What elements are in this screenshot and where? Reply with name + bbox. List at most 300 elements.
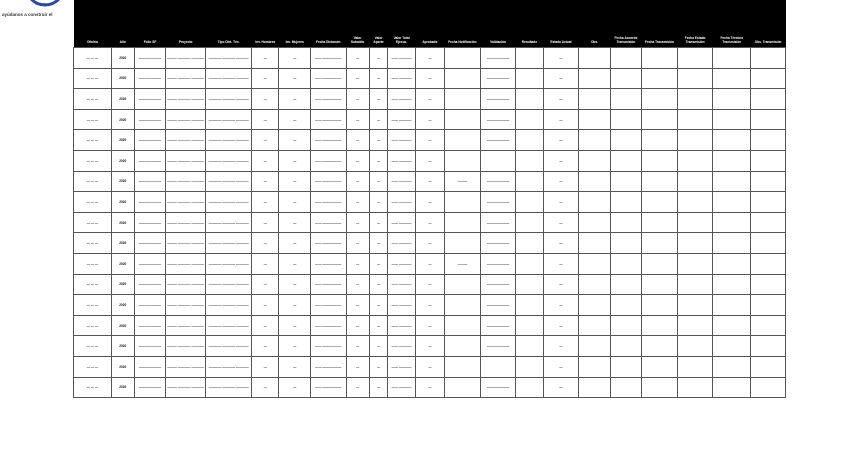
cell-empty (713, 109, 751, 130)
cell-anio: 2020 (111, 253, 134, 274)
cell-validacion: ——————— (480, 377, 516, 398)
cell-subsidio: — (346, 150, 369, 171)
cell-validacion: ——————— (480, 253, 516, 274)
cell-empty (610, 68, 641, 89)
cell-notif (445, 192, 481, 213)
cell-aprobado: — (415, 336, 444, 357)
cell-empty (677, 89, 713, 110)
cell-notif: ——— (445, 253, 481, 274)
cell-proyecto: ——— ———— ———— (166, 48, 206, 69)
cell-folio: ——————— (134, 109, 165, 130)
cell-empty (642, 192, 678, 213)
cell-total: —— ———— (388, 130, 415, 151)
cell-validacion: ——————— (480, 315, 516, 336)
cell-empty (579, 233, 610, 254)
cell-folio: ——————— (134, 192, 165, 213)
cell-aprobado: — (415, 109, 444, 130)
cell-proyecto: ——— ———— ———— (166, 68, 206, 89)
cell-inv-m: — (279, 315, 310, 336)
cell-aprobado: — (415, 192, 444, 213)
cell-inv-h: — (252, 212, 279, 233)
cell-aprobado: — (415, 130, 444, 151)
cell-empty (713, 315, 751, 336)
cell-subsidio: — (346, 295, 369, 316)
cell-inv-m: — (279, 212, 310, 233)
cell-empty (713, 212, 751, 233)
cell-oficina: — — — (74, 89, 112, 110)
cell-oficina: — — — (74, 274, 112, 295)
cell-anio: 2020 (111, 48, 134, 69)
cell-inv-m: — (279, 356, 310, 377)
cell-inv-m: — (279, 253, 310, 274)
cell-folio: ——————— (134, 68, 165, 89)
cell-subsidio: — (346, 48, 369, 69)
cell-validacion: ——————— (480, 171, 516, 192)
cell-empty (677, 377, 713, 398)
cell-tipo: ———— ———— ———— (206, 89, 252, 110)
cell-folio: ——————— (134, 89, 165, 110)
cell-tipo: ———— ———— ———— (206, 192, 252, 213)
cell-empty (751, 89, 786, 110)
cell-empty (713, 356, 751, 377)
cell-fecha: —— —————— (310, 336, 346, 357)
cell-empty (579, 315, 610, 336)
cell-inv-m: — (279, 171, 310, 192)
cell-aporte: — (369, 356, 388, 377)
cell-oficina: — — — (74, 130, 112, 151)
logo-text: Trabajo (34, 1, 48, 6)
cell-estado: — (543, 233, 579, 254)
cell-empty (677, 336, 713, 357)
cell-empty (642, 130, 678, 151)
table-row (74, 253, 786, 274)
cell-oficina: — — — (74, 212, 112, 233)
cell-subsidio: — (346, 109, 369, 130)
cell-estado: — (543, 377, 579, 398)
cell-aprobado: — (415, 89, 444, 110)
cell-anio: 2020 (111, 89, 134, 110)
cell-empty (642, 48, 678, 69)
cell-empty (751, 130, 786, 151)
cell-oficina: — — — (74, 150, 112, 171)
cell-fecha: —— —————— (310, 109, 346, 130)
cell-inv-h: — (252, 233, 279, 254)
cell-empty (751, 356, 786, 377)
cell-empty (677, 253, 713, 274)
table-row (74, 336, 786, 357)
cell-notif (445, 109, 481, 130)
cell-empty (713, 68, 751, 89)
cell-tipo: ———— ———— ———— (206, 356, 252, 377)
cell-total: —— ———— (388, 377, 415, 398)
cell-folio: ——————— (134, 130, 165, 151)
cell-inv-m: — (279, 336, 310, 357)
cell-folio: ——————— (134, 48, 165, 69)
cell-empty (610, 356, 641, 377)
cell-anio: 2020 (111, 68, 134, 89)
cell-proyecto: ——— ———— ———— (166, 212, 206, 233)
cell-estado: — (543, 356, 579, 377)
cell-oficina: — — — (74, 356, 112, 377)
cell-folio: ——————— (134, 233, 165, 254)
cell-anio: 2020 (111, 336, 134, 357)
cell-empty (751, 295, 786, 316)
cell-anio: 2020 (111, 295, 134, 316)
table-row (74, 356, 786, 377)
cell-estado: — (543, 336, 579, 357)
cell-notif (445, 377, 481, 398)
cell-empty (677, 356, 713, 377)
cell-aprobado: — (415, 377, 444, 398)
table-row (74, 233, 786, 254)
cell-validacion: ——————— (480, 130, 516, 151)
column-header: Obs. Transmisión (751, 0, 786, 48)
cell-empty (610, 295, 641, 316)
table-body (74, 48, 786, 398)
cell-resultado (516, 68, 543, 89)
cell-resultado (516, 89, 543, 110)
cell-inv-h: — (252, 356, 279, 377)
cell-tipo: ———— ———— ———— (206, 295, 252, 316)
cell-aporte: — (369, 233, 388, 254)
cell-folio: ——————— (134, 377, 165, 398)
cell-empty (610, 48, 641, 69)
cell-anio: 2020 (111, 274, 134, 295)
cell-resultado (516, 295, 543, 316)
cell-empty (677, 150, 713, 171)
cell-resultado (516, 356, 543, 377)
cell-anio: 2020 (111, 315, 134, 336)
cell-subsidio: — (346, 253, 369, 274)
cell-tipo: ———— ———— ———— (206, 274, 252, 295)
cell-aporte: — (369, 212, 388, 233)
cell-validacion: ——————— (480, 336, 516, 357)
cell-aprobado: — (415, 315, 444, 336)
cell-empty (579, 192, 610, 213)
cell-oficina: — — — (74, 192, 112, 213)
column-header: Oficina (74, 0, 112, 48)
cell-fecha: —— —————— (310, 171, 346, 192)
cell-empty (642, 315, 678, 336)
cell-empty (642, 68, 678, 89)
cell-proyecto: ——— ———— ———— (166, 233, 206, 254)
cell-inv-m: — (279, 89, 310, 110)
column-header: Fecha Transmisión (642, 0, 678, 48)
cell-aporte: — (369, 48, 388, 69)
cell-empty (610, 130, 641, 151)
cell-empty (713, 171, 751, 192)
cell-inv-h: — (252, 68, 279, 89)
cell-empty (751, 315, 786, 336)
cell-empty (677, 212, 713, 233)
cell-aprobado: — (415, 48, 444, 69)
cell-inv-h: — (252, 192, 279, 213)
cell-total: —— ———— (388, 356, 415, 377)
column-header: Fecha Acuerdo Transmisión (610, 0, 641, 48)
cell-proyecto: ——— ———— ———— (166, 336, 206, 357)
cell-aprobado: — (415, 212, 444, 233)
cell-resultado (516, 150, 543, 171)
cell-validacion: ——————— (480, 295, 516, 316)
column-header: Fecha Estado Transmisión (677, 0, 713, 48)
cell-empty (677, 130, 713, 151)
cell-empty (677, 68, 713, 89)
cell-empty (751, 171, 786, 192)
cell-empty (610, 336, 641, 357)
cell-empty (751, 212, 786, 233)
cell-resultado (516, 315, 543, 336)
column-header: Año (111, 0, 134, 48)
cell-empty (677, 233, 713, 254)
cell-inv-h: — (252, 315, 279, 336)
cell-subsidio: — (346, 356, 369, 377)
cell-total: —— ———— (388, 315, 415, 336)
cell-aporte: — (369, 68, 388, 89)
column-header: Aprobado (415, 0, 444, 48)
table-row (74, 377, 786, 398)
column-header: Fecha Notificación (445, 0, 481, 48)
table-row (74, 192, 786, 213)
cell-resultado (516, 274, 543, 295)
cell-aporte: — (369, 253, 388, 274)
cell-fecha: —— —————— (310, 130, 346, 151)
table-row (74, 171, 786, 192)
cell-aporte: — (369, 171, 388, 192)
cell-oficina: — — — (74, 109, 112, 130)
cell-validacion: ——————— (480, 274, 516, 295)
cell-fecha: —— —————— (310, 150, 346, 171)
cell-inv-m: — (279, 295, 310, 316)
cell-validacion: ——————— (480, 89, 516, 110)
cell-aporte: — (369, 315, 388, 336)
cell-empty (642, 274, 678, 295)
column-header: Valor Subsidio (346, 0, 369, 48)
cell-resultado (516, 233, 543, 254)
column-header: Fecha Dictamen (310, 0, 346, 48)
cell-empty (713, 48, 751, 69)
cell-estado: — (543, 295, 579, 316)
cell-validacion: ——————— (480, 48, 516, 69)
cell-estado: — (543, 48, 579, 69)
cell-empty (579, 48, 610, 69)
cell-empty (751, 233, 786, 254)
cell-fecha: —— —————— (310, 274, 346, 295)
cell-empty (610, 233, 641, 254)
column-header: Validación (480, 0, 516, 48)
cell-proyecto: ——— ———— ———— (166, 356, 206, 377)
cell-total: —— ———— (388, 274, 415, 295)
tagline: ayúdanos a construir el (2, 12, 53, 17)
cell-proyecto: ——— ———— ———— (166, 377, 206, 398)
column-header: Estado Actual (543, 0, 579, 48)
cell-tipo: ———— ———— ———— (206, 68, 252, 89)
cell-aprobado: — (415, 233, 444, 254)
cell-fecha: —— —————— (310, 212, 346, 233)
cell-aprobado: — (415, 274, 444, 295)
cell-total: —— ———— (388, 68, 415, 89)
cell-estado: — (543, 212, 579, 233)
cell-inv-m: — (279, 130, 310, 151)
cell-inv-h: — (252, 89, 279, 110)
column-header: Fecha Término Transmisión (713, 0, 751, 48)
cell-empty (713, 192, 751, 213)
cell-empty (610, 377, 641, 398)
cell-resultado (516, 130, 543, 151)
cell-notif (445, 336, 481, 357)
cell-estado: — (543, 89, 579, 110)
cell-empty (610, 150, 641, 171)
cell-folio: ——————— (134, 212, 165, 233)
cell-total: —— ———— (388, 150, 415, 171)
table-row (74, 130, 786, 151)
cell-empty (610, 212, 641, 233)
cell-proyecto: ——— ———— ———— (166, 109, 206, 130)
cell-inv-h: — (252, 109, 279, 130)
cell-proyecto: ——— ———— ———— (166, 130, 206, 151)
cell-notif (445, 315, 481, 336)
cell-oficina: — — — (74, 315, 112, 336)
cell-subsidio: — (346, 171, 369, 192)
cell-empty (713, 377, 751, 398)
cell-fecha: —— —————— (310, 377, 346, 398)
cell-total: —— ———— (388, 109, 415, 130)
cell-empty (751, 377, 786, 398)
cell-empty (579, 295, 610, 316)
cell-validacion: ——————— (480, 233, 516, 254)
column-header: Proyecto (166, 0, 206, 48)
cell-notif (445, 212, 481, 233)
cell-inv-h: — (252, 377, 279, 398)
cell-empty (610, 192, 641, 213)
cell-folio: ——————— (134, 295, 165, 316)
cell-estado: — (543, 130, 579, 151)
column-header: Valor Aporte (369, 0, 388, 48)
column-header: Inv. Hombres (252, 0, 279, 48)
cell-empty (751, 192, 786, 213)
cell-notif (445, 150, 481, 171)
cell-empty (579, 130, 610, 151)
cell-resultado (516, 212, 543, 233)
cell-empty (751, 253, 786, 274)
table-row (74, 150, 786, 171)
cell-empty (751, 274, 786, 295)
cell-anio: 2020 (111, 233, 134, 254)
cell-estado: — (543, 109, 579, 130)
cell-aporte: — (369, 192, 388, 213)
cell-empty (642, 109, 678, 130)
cell-resultado (516, 377, 543, 398)
cell-notif: ——— (445, 171, 481, 192)
cell-empty (751, 109, 786, 130)
cell-resultado (516, 109, 543, 130)
cell-proyecto: ——— ———— ———— (166, 274, 206, 295)
cell-anio: 2020 (111, 377, 134, 398)
cell-empty (579, 171, 610, 192)
cell-subsidio: — (346, 274, 369, 295)
cell-total: —— ———— (388, 171, 415, 192)
cell-folio: ——————— (134, 356, 165, 377)
table-row (74, 295, 786, 316)
cell-empty (579, 274, 610, 295)
cell-inv-h: — (252, 336, 279, 357)
cell-tipo: ———— ———— ———— (206, 48, 252, 69)
cell-oficina: — — — (74, 336, 112, 357)
cell-empty (579, 212, 610, 233)
cell-empty (579, 356, 610, 377)
cell-total: —— ———— (388, 48, 415, 69)
cell-proyecto: ——— ———— ———— (166, 315, 206, 336)
cell-empty (610, 171, 641, 192)
cell-aprobado: — (415, 150, 444, 171)
cell-folio: ——————— (134, 336, 165, 357)
cell-validacion: ——————— (480, 192, 516, 213)
cell-notif (445, 233, 481, 254)
cell-validacion (480, 356, 516, 377)
cell-aporte: — (369, 295, 388, 316)
column-header: Folio SF (134, 0, 165, 48)
column-header: Resultado (516, 0, 543, 48)
cell-total: —— ———— (388, 336, 415, 357)
cell-estado: — (543, 171, 579, 192)
cell-aporte: — (369, 109, 388, 130)
cell-subsidio: — (346, 89, 369, 110)
cell-inv-m: — (279, 109, 310, 130)
column-header: Inv. Mujeres (279, 0, 310, 48)
cell-subsidio: — (346, 377, 369, 398)
cell-aprobado: — (415, 171, 444, 192)
records-table-wrapper (73, 0, 786, 398)
cell-validacion: ——————— (480, 109, 516, 130)
cell-total: —— ———— (388, 89, 415, 110)
cell-proyecto: ——— ———— ———— (166, 295, 206, 316)
cell-subsidio: — (346, 68, 369, 89)
cell-empty (751, 68, 786, 89)
cell-inv-m: — (279, 274, 310, 295)
cell-resultado (516, 336, 543, 357)
cell-tipo: ———— ———— ———— (206, 171, 252, 192)
cell-inv-h: — (252, 130, 279, 151)
cell-notif (445, 356, 481, 377)
cell-aprobado: — (415, 68, 444, 89)
cell-tipo: ———— ———— ———— (206, 109, 252, 130)
cell-validacion: ——————— (480, 212, 516, 233)
cell-inv-m: — (279, 68, 310, 89)
cell-estado: — (543, 192, 579, 213)
cell-empty (642, 150, 678, 171)
cell-fecha: —— —————— (310, 315, 346, 336)
cell-anio: 2020 (111, 356, 134, 377)
cell-aporte: — (369, 130, 388, 151)
cell-inv-m: — (279, 48, 310, 69)
cell-empty (610, 89, 641, 110)
cell-notif (445, 68, 481, 89)
cell-empty (642, 377, 678, 398)
cell-resultado (516, 192, 543, 213)
cell-inv-m: — (279, 150, 310, 171)
cell-inv-h: — (252, 253, 279, 274)
cell-empty (642, 171, 678, 192)
cell-oficina: — — — (74, 295, 112, 316)
table-row (74, 315, 786, 336)
table-row (74, 274, 786, 295)
cell-inv-h: — (252, 171, 279, 192)
cell-tipo: ———— ———— ———— (206, 336, 252, 357)
cell-empty (677, 315, 713, 336)
cell-empty (751, 150, 786, 171)
cell-oficina: — — — (74, 68, 112, 89)
cell-empty (642, 295, 678, 316)
cell-validacion (480, 150, 516, 171)
